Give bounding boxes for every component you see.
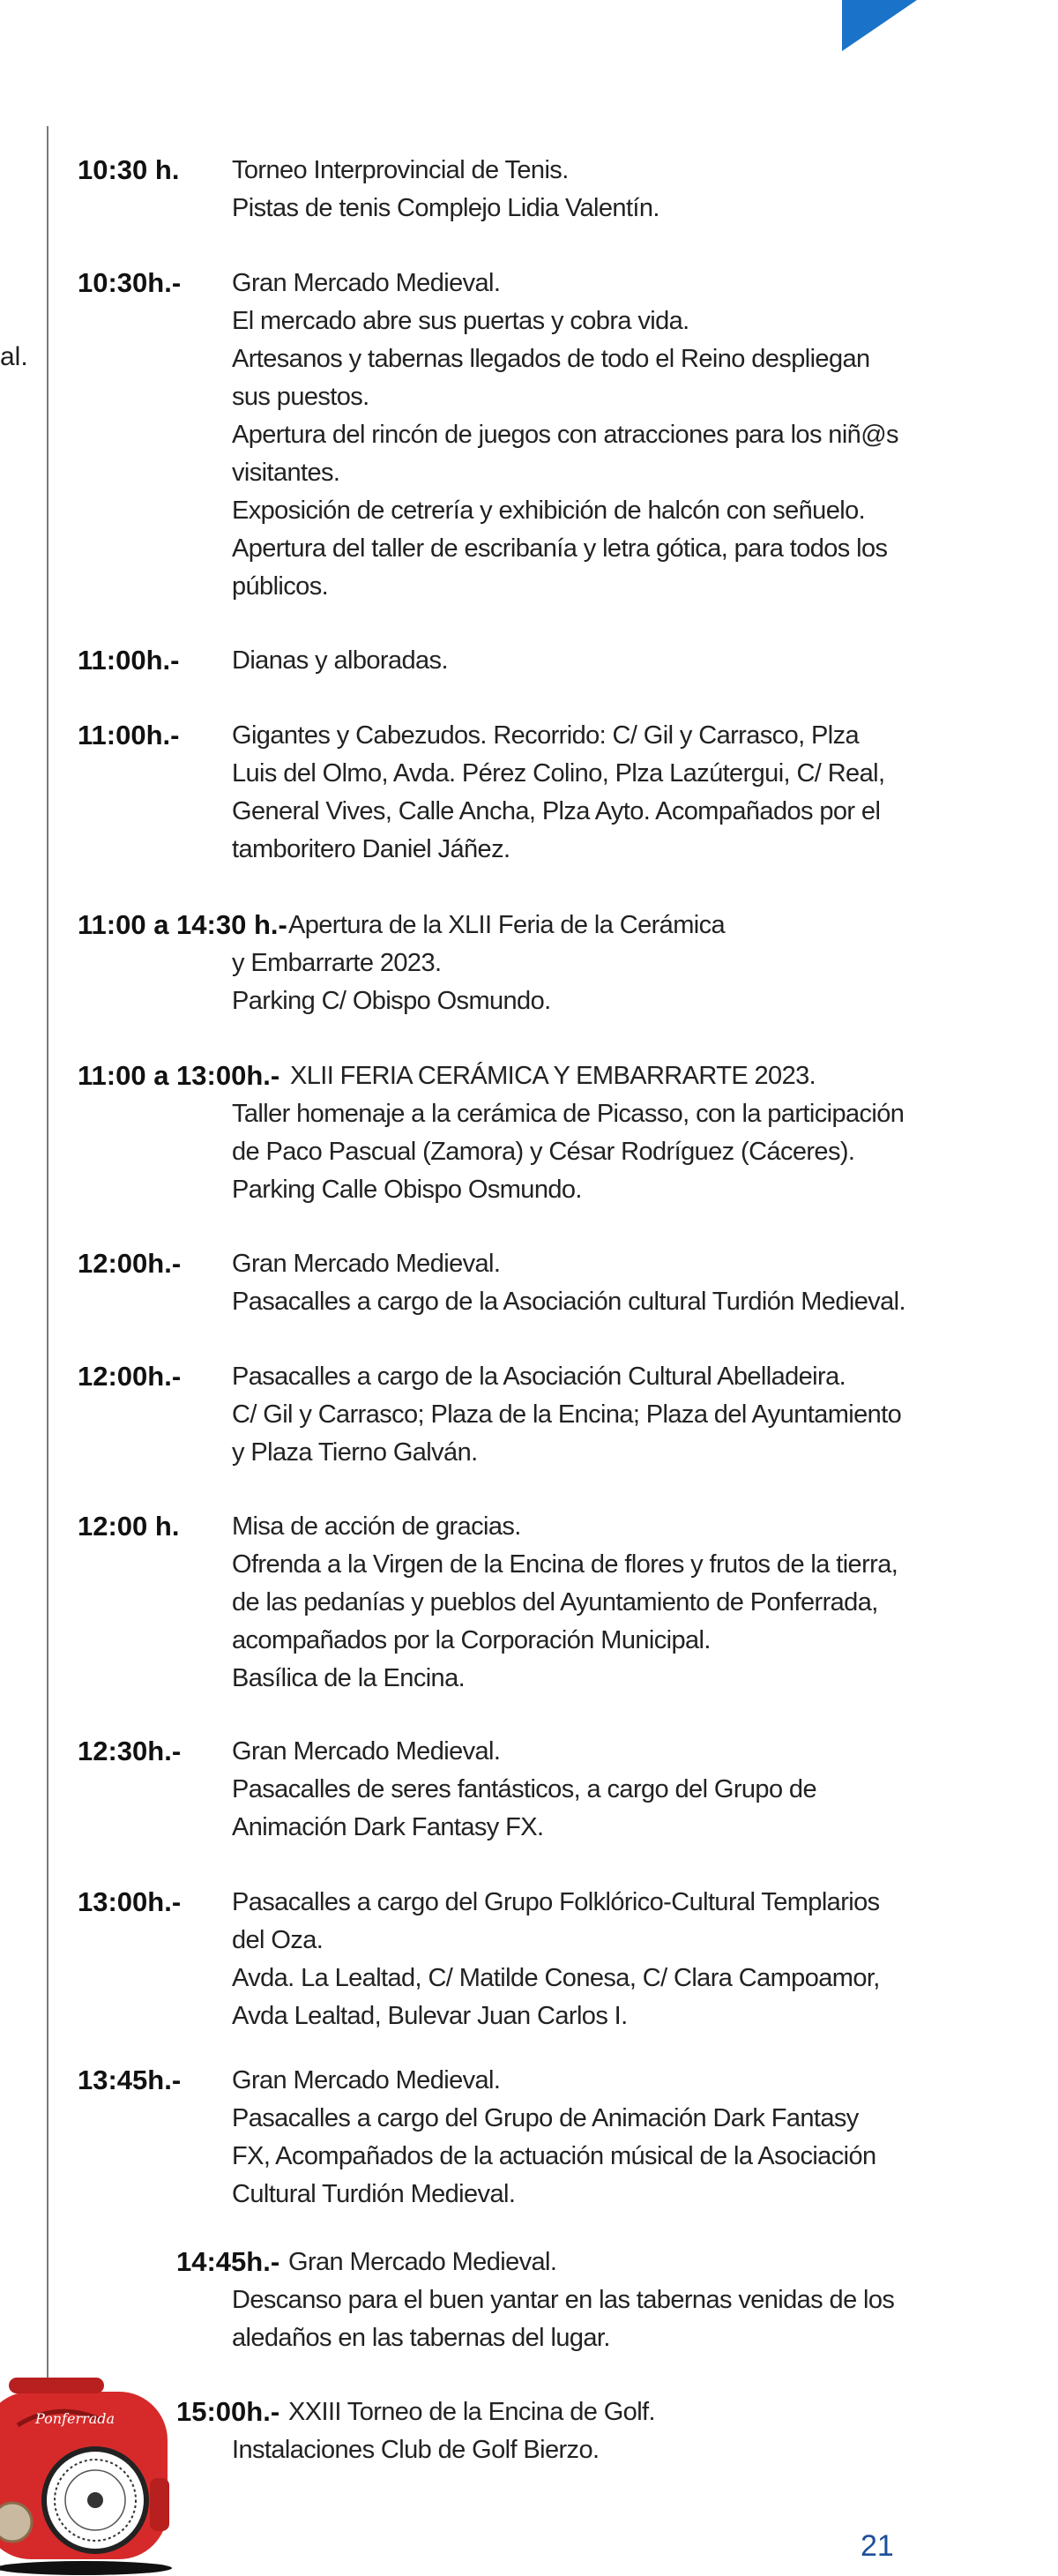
event-line: Avda Lealtad, Bulevar Juan Carlos I.: [232, 2002, 628, 2030]
page-number: 21: [861, 2529, 894, 2563]
event-line: General Vives, Calle Ancha, Plza Ayto. Acompañados por el: [232, 797, 881, 825]
event-line: Pistas de tenis Complejo Lidia Valentín.: [232, 194, 659, 222]
event-line: Gran Mercado Medieval.: [232, 269, 501, 297]
event-line: XLII FERIA CERÁMICA Y EMBARRARTE 2023.: [290, 1062, 816, 1090]
cropped-text-fragment: al.: [0, 342, 28, 371]
event-line: Parking C/ Obispo Osmundo.: [232, 987, 551, 1015]
event-line: Apertura del taller de escribanía y letra gótica, para todos los: [232, 534, 888, 563]
event-line: Instalaciones Club de Golf Bierzo.: [232, 2436, 600, 2464]
event-time: 12:00h.-: [78, 1248, 182, 1279]
event-time: 11:00 a 14:30 h.-: [78, 909, 287, 940]
event-line: Artesanos y tabernas llegados de todo el Reino despliegan: [232, 345, 870, 373]
event-line: El mercado abre sus puertas y cobra vida.: [232, 307, 689, 335]
radio-illustration: [0, 2372, 176, 2575]
event-time: 12:00h.-: [78, 1361, 182, 1392]
event-line: Pasacalles a cargo de la Asociación cultural Turdión Medieval.: [232, 1288, 905, 1316]
event-line: Pasacalles a cargo de la Asociación Cultural Abelladeira.: [232, 1363, 846, 1391]
event-line: Apertura de la XLII Feria de la Cerámica: [288, 911, 726, 939]
event-line: Ofrenda a la Virgen de la Encina de flores y frutos de la tierra,: [232, 1550, 898, 1579]
event-line: Animación Dark Fantasy FX.: [232, 1813, 544, 1841]
event-line: Avda. La Lealtad, C/ Matilde Conesa, C/ Clara Campoamor,: [232, 1964, 880, 1992]
event-time: 14:45h.-: [176, 2246, 280, 2277]
event-line: aledaños en las tabernas del lugar.: [232, 2324, 610, 2352]
event-time: 11:00h.-: [78, 645, 180, 676]
event-line: Torneo Interprovincial de Tenis.: [232, 156, 569, 184]
svg-text:Ponferrada: Ponferrada: [35, 2410, 115, 2427]
event-line: de las pedanías y pueblos del Ayuntamiento de Ponferrada,: [232, 1588, 878, 1617]
event-line: visitantes.: [232, 459, 340, 487]
event-time: 12:00 h.: [78, 1511, 180, 1542]
event-line: Misa de acción de gracias.: [232, 1512, 521, 1541]
event-time: 13:45h.-: [78, 2065, 182, 2095]
event-line: Taller homenaje a la cerámica de Picasso, con la participación: [232, 1100, 905, 1128]
event-time: 10:30 h.: [78, 154, 180, 185]
event-time: 11:00h.-: [78, 720, 180, 750]
event-line: Gigantes y Cabezudos. Recorrido: C/ Gil y Carrasco, Plza: [232, 721, 860, 750]
event-line: Pasacalles a cargo del Grupo de Animación Dark Fantasy: [232, 2104, 859, 2132]
event-line: Pasacalles a cargo del Grupo Folklórico-Cultural Templarios: [232, 1888, 880, 1916]
event-line: tamboritero Daniel Jáñez.: [232, 835, 510, 863]
event-line: Luis del Olmo, Avda. Pérez Colino, Plza Lazútergui, C/ Real,: [232, 759, 885, 788]
corner-accent-triangle: [842, 0, 957, 51]
event-time: 11:00 a 13:00h.-: [78, 1060, 280, 1091]
event-line: XXIII Torneo de la Encina de Golf.: [288, 2398, 655, 2426]
event-line: y Plaza Tierno Galván.: [232, 1438, 478, 1467]
event-line: del Oza.: [232, 1926, 324, 1954]
event-line: Pasacalles de seres fantásticos, a cargo del Grupo de: [232, 1775, 816, 1803]
event-line: Descanso para el buen yantar en las tabernas venidas de los: [232, 2286, 895, 2314]
event-line: acompañados por la Corporación Municipal.: [232, 1626, 711, 1654]
timeline-rule: [47, 126, 48, 2481]
event-line: públicos.: [232, 572, 329, 601]
event-line: FX, Acompañados de la actuación músical de la Asociación: [232, 2142, 876, 2170]
event-line: Basílica de la Encina.: [232, 1664, 466, 1692]
event-line: Gran Mercado Medieval.: [232, 1737, 501, 1766]
event-line: C/ Gil y Carrasco; Plaza de la Encina; Plaza del Ayuntamiento: [232, 1400, 902, 1429]
event-time: 12:30h.-: [78, 1736, 182, 1766]
event-line: de Paco Pascual (Zamora) y César Rodríguez (Cáceres).: [232, 1138, 855, 1166]
event-line: sus puestos.: [232, 383, 369, 411]
event-line: Exposición de cetrería y exhibición de halcón con señuelo.: [232, 497, 866, 525]
event-time: 13:00h.-: [78, 1886, 182, 1917]
event-line: Gran Mercado Medieval.: [288, 2248, 557, 2276]
event-time: 10:30h.-: [78, 267, 182, 298]
event-line: Parking Calle Obispo Osmundo.: [232, 1176, 582, 1204]
event-line: Gran Mercado Medieval.: [232, 2066, 501, 2094]
event-line: Gran Mercado Medieval.: [232, 1250, 501, 1278]
event-line: Apertura del rincón de juegos con atracciones para los niñ@s: [232, 421, 898, 449]
event-line: y Embarrarte 2023.: [232, 949, 442, 977]
event-line: Dianas y alboradas.: [232, 646, 448, 675]
event-line: Cultural Turdión Medieval.: [232, 2180, 516, 2208]
event-time: 15:00h.-: [176, 2396, 280, 2427]
